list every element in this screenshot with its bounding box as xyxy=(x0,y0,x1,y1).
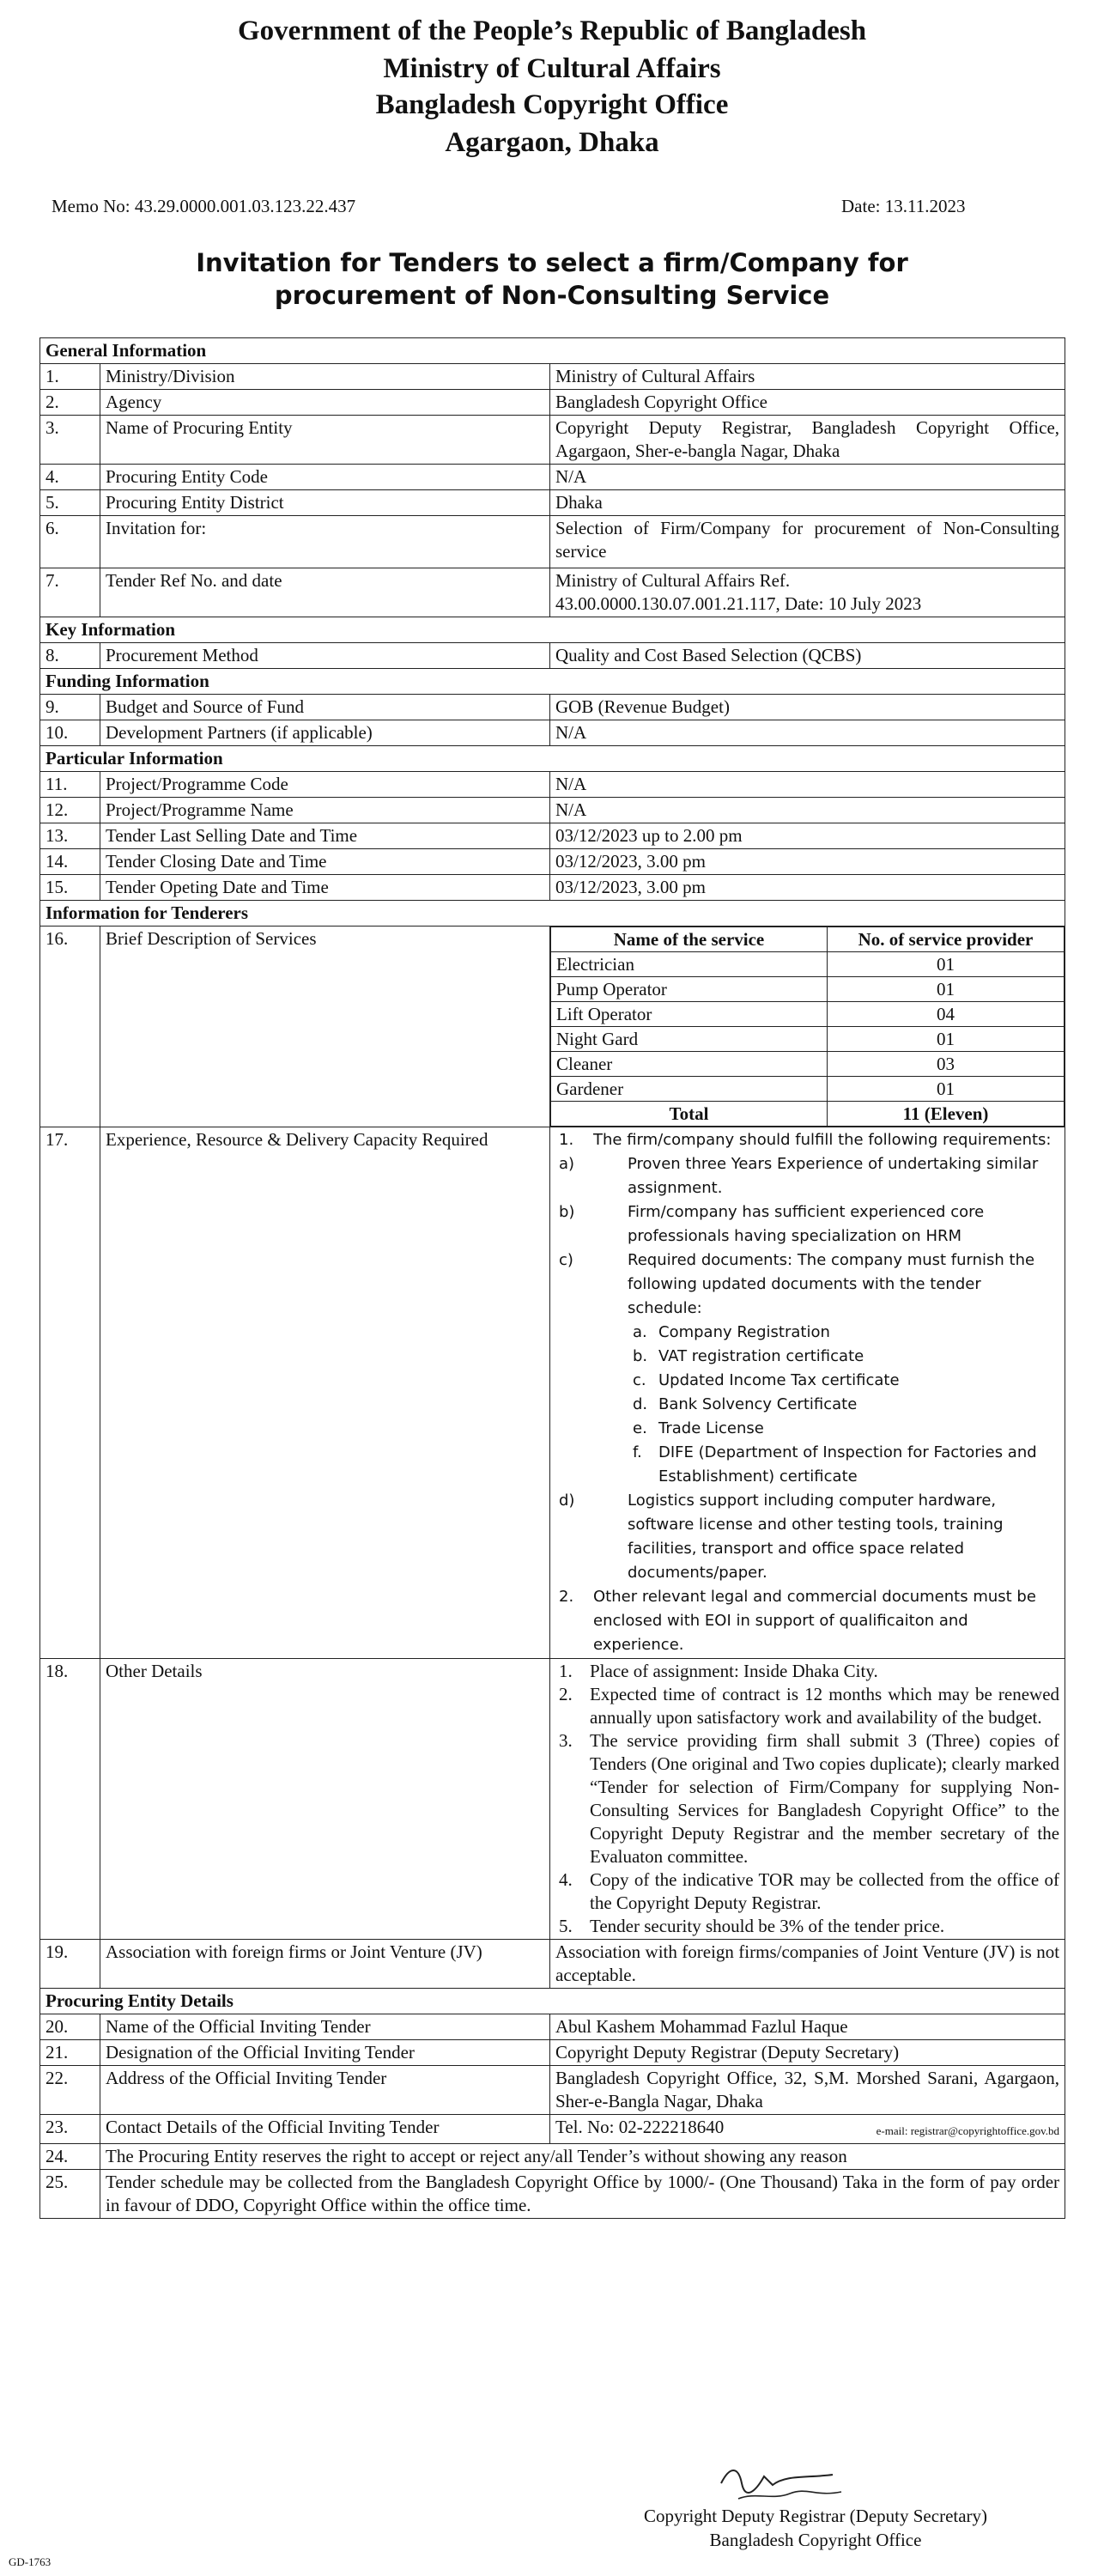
detail-item: 1. Place of assignment: Inside Dhaka City. xyxy=(559,1661,878,1681)
row-label: Ministry/Division xyxy=(100,364,550,390)
table-row xyxy=(40,568,1065,617)
table-row xyxy=(40,516,1065,568)
service-row xyxy=(551,1052,1065,1077)
contact-telephone: Tel. No: 02-222218640 xyxy=(555,2117,725,2137)
detail-text: Tender security should be 3% of the tender price. xyxy=(590,1916,945,1936)
other-details-cell xyxy=(550,1659,1065,1940)
row-label: Name of Procuring Entity xyxy=(100,416,550,465)
row-number: 1. xyxy=(40,364,100,390)
row-label: Invitation for: xyxy=(100,516,550,568)
document-text: VAT registration certificate xyxy=(658,1347,864,1365)
table-row xyxy=(40,2115,1065,2144)
row-label: Association with foreign firms or Joint Venture (JV) xyxy=(100,1940,550,1989)
row-label: Agency xyxy=(100,390,550,416)
row-number: 10. xyxy=(40,720,100,746)
header-government: Government of the People’s Republic of Bangladesh xyxy=(237,15,867,46)
row-value: 03/12/2023, 3.00 pm xyxy=(550,849,1065,875)
table-row xyxy=(40,2066,1065,2115)
detail-item: 4. Copy of the indicative TOR may be collected from the office of the Copyright Deputy Registrar. xyxy=(559,1869,1060,1913)
document-item: b. VAT registration certificate xyxy=(633,1347,864,1365)
service-total-value: 11 (Eleven) xyxy=(828,1102,1065,1127)
table-row xyxy=(40,823,1065,849)
table-row xyxy=(40,720,1065,746)
section-row xyxy=(40,1989,1065,2014)
service-count: 01 xyxy=(828,977,1065,1002)
row-number: 17. xyxy=(40,1127,100,1659)
row-number: 4. xyxy=(40,465,100,490)
table-row xyxy=(40,772,1065,798)
row-value: N/A xyxy=(550,798,1065,823)
services-table xyxy=(550,927,1065,1127)
tender-ref-line1: Ministry of Cultural Affairs Ref. xyxy=(555,570,791,591)
row-label: Tender Closing Date and Time xyxy=(100,849,550,875)
header-office: Bangladesh Copyright Office xyxy=(375,89,729,120)
service-total-label: Total xyxy=(551,1102,828,1127)
requirement-subitem: a) Proven three Years Experience of undertaking similar assignment. xyxy=(559,1155,1039,1197)
table-row xyxy=(40,416,1065,465)
requirement-subitem: b) Firm/company has sufficient experienced core professionals having specialization on HRM xyxy=(559,1203,985,1245)
document-text: Company Registration xyxy=(658,1323,830,1341)
row-number: 13. xyxy=(40,823,100,849)
row-label: Budget and Source of Fund xyxy=(100,695,550,720)
document-item: d. Bank Solvency Certificate xyxy=(633,1395,858,1413)
detail-item: 2. Expected time of contract is 12 months which may be renewed annually upon satisfactory work and availability of the budget. xyxy=(559,1684,1060,1728)
table-row xyxy=(40,465,1065,490)
services-cell xyxy=(550,927,1065,1127)
table-row xyxy=(40,390,1065,416)
requirements-cell xyxy=(550,1127,1065,1659)
row-label: Tender Last Selling Date and Time xyxy=(100,823,550,849)
section-row xyxy=(40,901,1065,927)
detail-text: Expected time of contract is 12 months which may be renewed annually upon satisfactory work and availability of the budget. xyxy=(590,1684,1060,1728)
tender-ref-line2: 43.00.0000.130.07.001.21.117, Date: 10 July 2023 xyxy=(555,593,922,614)
row-label: Name of the Official Inviting Tender xyxy=(100,2014,550,2040)
row-value: Selection of Firm/Company for procurement of Non-Consulting service xyxy=(550,516,1065,568)
row-number: 11. xyxy=(40,772,100,798)
requirement-item: 2. Other relevant legal and commercial documents must be enclosed with EOI in support of qualificaiton and experience. xyxy=(559,1588,1036,1654)
requirement-text: Required documents: The company must furnish the following updated documents with the tender schedule: xyxy=(628,1251,1035,1317)
row-value: Association with foreign firms/companies of Joint Venture (JV) is not acceptable. xyxy=(550,1940,1065,1989)
document-item: c. Updated Income Tax certificate xyxy=(633,1371,900,1389)
table-row xyxy=(40,1127,1065,1659)
table-row xyxy=(40,364,1065,390)
table-row xyxy=(40,1940,1065,1989)
row-label: Project/Programme Name xyxy=(100,798,550,823)
service-row xyxy=(551,1077,1065,1102)
row-label: Project/Programme Code xyxy=(100,772,550,798)
service-name: Night Gard xyxy=(551,1027,828,1052)
service-count: 01 xyxy=(828,1027,1065,1052)
table-row xyxy=(40,875,1065,901)
row-value: Copyright Deputy Registrar, Bangladesh Copyright Office, Agargaon, Sher-e-bangla Nagar, Dhaka xyxy=(550,416,1065,465)
service-total-row xyxy=(551,1102,1065,1127)
row-label: Procuring Entity District xyxy=(100,490,550,516)
row-value: Ministry of Cultural Affairs xyxy=(550,364,1065,390)
table-row xyxy=(40,798,1065,823)
service-count: 01 xyxy=(828,1077,1065,1102)
row-number: 24. xyxy=(40,2144,100,2170)
section-row xyxy=(40,338,1065,364)
row-label: Procurement Method xyxy=(100,643,550,669)
table-row xyxy=(40,927,1065,1127)
detail-item: 5. Tender security should be 3% of the tender price. xyxy=(559,1916,945,1936)
service-name: Pump Operator xyxy=(551,977,828,1002)
document-text: Bank Solvency Certificate xyxy=(658,1395,858,1413)
document-title-line1: Invitation for Tenders to select a firm/Company for xyxy=(196,248,908,277)
service-name: Cleaner xyxy=(551,1052,828,1077)
row-label: Contact Details of the Official Inviting Tender xyxy=(100,2115,550,2144)
requirement-subitem: d) Logistics support including computer hardware, software license and other testing tools, training facilities, transport and office space related documents/paper. xyxy=(559,1492,1004,1582)
row-value xyxy=(550,568,1065,617)
row-value: 03/12/2023 up to 2.00 pm xyxy=(550,823,1065,849)
row-number: 12. xyxy=(40,798,100,823)
service-name: Lift Operator xyxy=(551,1002,828,1027)
section-general: General Information xyxy=(40,338,1065,364)
requirement-item: 1. The firm/company should fulfill the following requirements: a) Proven three Years Experience of undertaking similar assignment. b) Firm/company has sufficient experienced core professionals having specialization on HRM c) Required documents: The company must furnish the following updated documents with the tender schedule: a. Company Registration b. VAT registration certificate c. Updated Income Tax certificate d. Bank Solvency Certificate e. Trade License f. DIFE (Department of Inspection for Factories and Establishment) certificate d) Logistics support including computer hardware, software license and other testing tools, training facilities, transport and office space related documents/paper. xyxy=(555,1128,1059,1585)
header-location: Agargaon, Dhaka xyxy=(445,127,659,158)
table-row xyxy=(40,1659,1065,1940)
detail-text: Place of assignment: Inside Dhaka City. xyxy=(590,1661,878,1681)
detail-text: Copy of the indicative TOR may be collected from the office of the Copyright Deputy Registrar. xyxy=(590,1869,1060,1913)
service-row xyxy=(551,977,1065,1002)
row-label: Designation of the Official Inviting Tender xyxy=(100,2040,550,2066)
row-number: 22. xyxy=(40,2066,100,2115)
section-particular: Particular Information xyxy=(40,746,1065,772)
section-row xyxy=(40,746,1065,772)
table-row xyxy=(40,2014,1065,2040)
row-number: 2. xyxy=(40,390,100,416)
row-number: 7. xyxy=(40,568,100,617)
row-label: Tender Opeting Date and Time xyxy=(100,875,550,901)
contact-email: e-mail: registrar@copyrightoffice.gov.bd xyxy=(876,2124,1060,2137)
document-item: e. Trade License xyxy=(633,1419,764,1437)
service-name: Electrician xyxy=(551,952,828,977)
service-count: 04 xyxy=(828,1002,1065,1027)
service-name: Gardener xyxy=(551,1077,828,1102)
table-row xyxy=(40,643,1065,669)
row-value: Dhaka xyxy=(550,490,1065,516)
row-value: Copyright Deputy Registrar (Deputy Secretary) xyxy=(550,2040,1065,2066)
row-value: Bangladesh Copyright Office xyxy=(550,390,1065,416)
table-row xyxy=(40,2170,1065,2219)
services-header-name: Name of the service xyxy=(551,927,828,952)
document-item: a. Company Registration xyxy=(633,1323,830,1341)
row-label: Procuring Entity Code xyxy=(100,465,550,490)
tender-table xyxy=(39,337,1065,2219)
row-number: 3. xyxy=(40,416,100,465)
row-number: 5. xyxy=(40,490,100,516)
requirement-text: The firm/company should fulfill the following requirements: xyxy=(593,1131,1052,1149)
row-value: N/A xyxy=(550,720,1065,746)
service-row xyxy=(551,952,1065,977)
row-number: 16. xyxy=(40,927,100,1127)
row-label: Brief Description of Services xyxy=(100,927,550,1127)
section-row xyxy=(40,617,1065,643)
row-number: 18. xyxy=(40,1659,100,1940)
table-row xyxy=(40,849,1065,875)
row-number: 19. xyxy=(40,1940,100,1989)
requirement-text: Other relevant legal and commercial documents must be enclosed with EOI in support of qualificaiton and experience. xyxy=(593,1588,1036,1654)
service-count: 01 xyxy=(828,952,1065,977)
memo-number: Memo No: 43.29.0000.001.03.123.22.437 xyxy=(52,196,356,216)
row-value: GOB (Revenue Budget) xyxy=(550,695,1065,720)
detail-item: 3. The service providing firm shall submit 3 (Three) copies of Tenders (One original and Two copies duplicate); clearly marked “Tender for selection of Firm/Company for supplying Non-Consulting Services for Bangladesh Copyright Office” to the Copyright Deputy Registrar and the member secretary of the Evaluaton committee. xyxy=(559,1730,1060,1867)
document-title-line2: procurement of Non-Consulting Service xyxy=(274,281,830,310)
form-code: GD-1763 xyxy=(9,2555,52,2568)
row-value: 03/12/2023, 3.00 pm xyxy=(550,875,1065,901)
services-header-count: No. of service provider xyxy=(828,927,1065,952)
header-ministry: Ministry of Cultural Affairs xyxy=(383,53,721,84)
service-row xyxy=(551,1002,1065,1027)
table-row xyxy=(40,2144,1065,2170)
row-number: 8. xyxy=(40,643,100,669)
row-label: Other Details xyxy=(100,1659,550,1940)
requirement-subitem: c) Required documents: The company must furnish the following updated documents with the tender schedule: a. Company Registration b. VAT registration certificate c. Updated Income Tax certificate d. Bank Solvency Certificate e. Trade License f. DIFE (Department of Inspection for Factories and Establishment) certificate xyxy=(593,1249,1059,1489)
service-row xyxy=(551,1027,1065,1052)
row-label: Development Partners (if applicable) xyxy=(100,720,550,746)
row-label: Experience, Resource & Delivery Capacity Required xyxy=(100,1127,550,1659)
requirement-text: Logistics support including computer hardware, software license and other testing tools, training facilities, transport and office space related documents/paper. xyxy=(628,1492,1004,1582)
table-row xyxy=(40,695,1065,720)
row-value: Quality and Cost Based Selection (QCBS) xyxy=(550,643,1065,669)
row-value: N/A xyxy=(550,465,1065,490)
row-value: N/A xyxy=(550,772,1065,798)
row-number: 21. xyxy=(40,2040,100,2066)
table-row xyxy=(40,2040,1065,2066)
row-number: 20. xyxy=(40,2014,100,2040)
section-tenderers: Information for Tenderers xyxy=(40,901,1065,927)
requirement-text: Proven three Years Experience of undertaking similar assignment. xyxy=(628,1155,1039,1197)
requirement-text: Firm/company has sufficient experienced core professionals having specialization on HRM xyxy=(628,1203,985,1245)
row-value: The Procuring Entity reserves the right to accept or reject any/all Tender’s without showing any reason xyxy=(100,2144,1065,2170)
row-number: 23. xyxy=(40,2115,100,2144)
row-label: Address of the Official Inviting Tender xyxy=(100,2066,550,2115)
row-number: 14. xyxy=(40,849,100,875)
document-item: f. DIFE (Department of Inspection for Factories and Establishment) certificate xyxy=(633,1443,1037,1485)
row-number: 6. xyxy=(40,516,100,568)
handwritten-signature xyxy=(704,2458,858,2509)
row-number: 9. xyxy=(40,695,100,720)
section-key: Key Information xyxy=(40,617,1065,643)
document-text: Trade License xyxy=(658,1419,764,1437)
row-value: Tender schedule may be collected from the Bangladesh Copyright Office by 1000/- (One Thousand) Taka in the form of pay order in favour of DDO, Copyright Office within the office time. xyxy=(100,2170,1065,2219)
row-value: Abul Kashem Mohammad Fazlul Haque xyxy=(550,2014,1065,2040)
contact-cell xyxy=(550,2115,1065,2144)
section-entity: Procuring Entity Details xyxy=(40,1989,1065,2014)
section-row xyxy=(40,669,1065,695)
row-label: Tender Ref No. and date xyxy=(100,568,550,617)
row-value: Bangladesh Copyright Office, 32, S,M. Morshed Sarani, Agargaon, Sher-e-Bangla Nagar, Dhaka xyxy=(550,2066,1065,2115)
document-text: Updated Income Tax certificate xyxy=(658,1371,900,1389)
row-number: 25. xyxy=(40,2170,100,2219)
signatory-designation: Copyright Deputy Registrar (Deputy Secretary) xyxy=(643,2506,988,2526)
document-text: DIFE (Department of Inspection for Factories and Establishment) certificate xyxy=(658,1443,1037,1485)
service-count: 03 xyxy=(828,1052,1065,1077)
section-funding: Funding Information xyxy=(40,669,1065,695)
signatory-office: Bangladesh Copyright Office xyxy=(709,2530,922,2550)
detail-text: The service providing firm shall submit 3 (Three) copies of Tenders (One original and Two copies duplicate); clearly marked “Tender for selection of Firm/Company for supplying Non-Consulting Services for Bangladesh Copyright Office” to the Copyright Deputy Registrar and the member secretary of the Evaluaton committee. xyxy=(590,1730,1060,1867)
table-row xyxy=(40,490,1065,516)
row-number: 15. xyxy=(40,875,100,901)
memo-date: Date: 13.11.2023 xyxy=(841,196,966,216)
